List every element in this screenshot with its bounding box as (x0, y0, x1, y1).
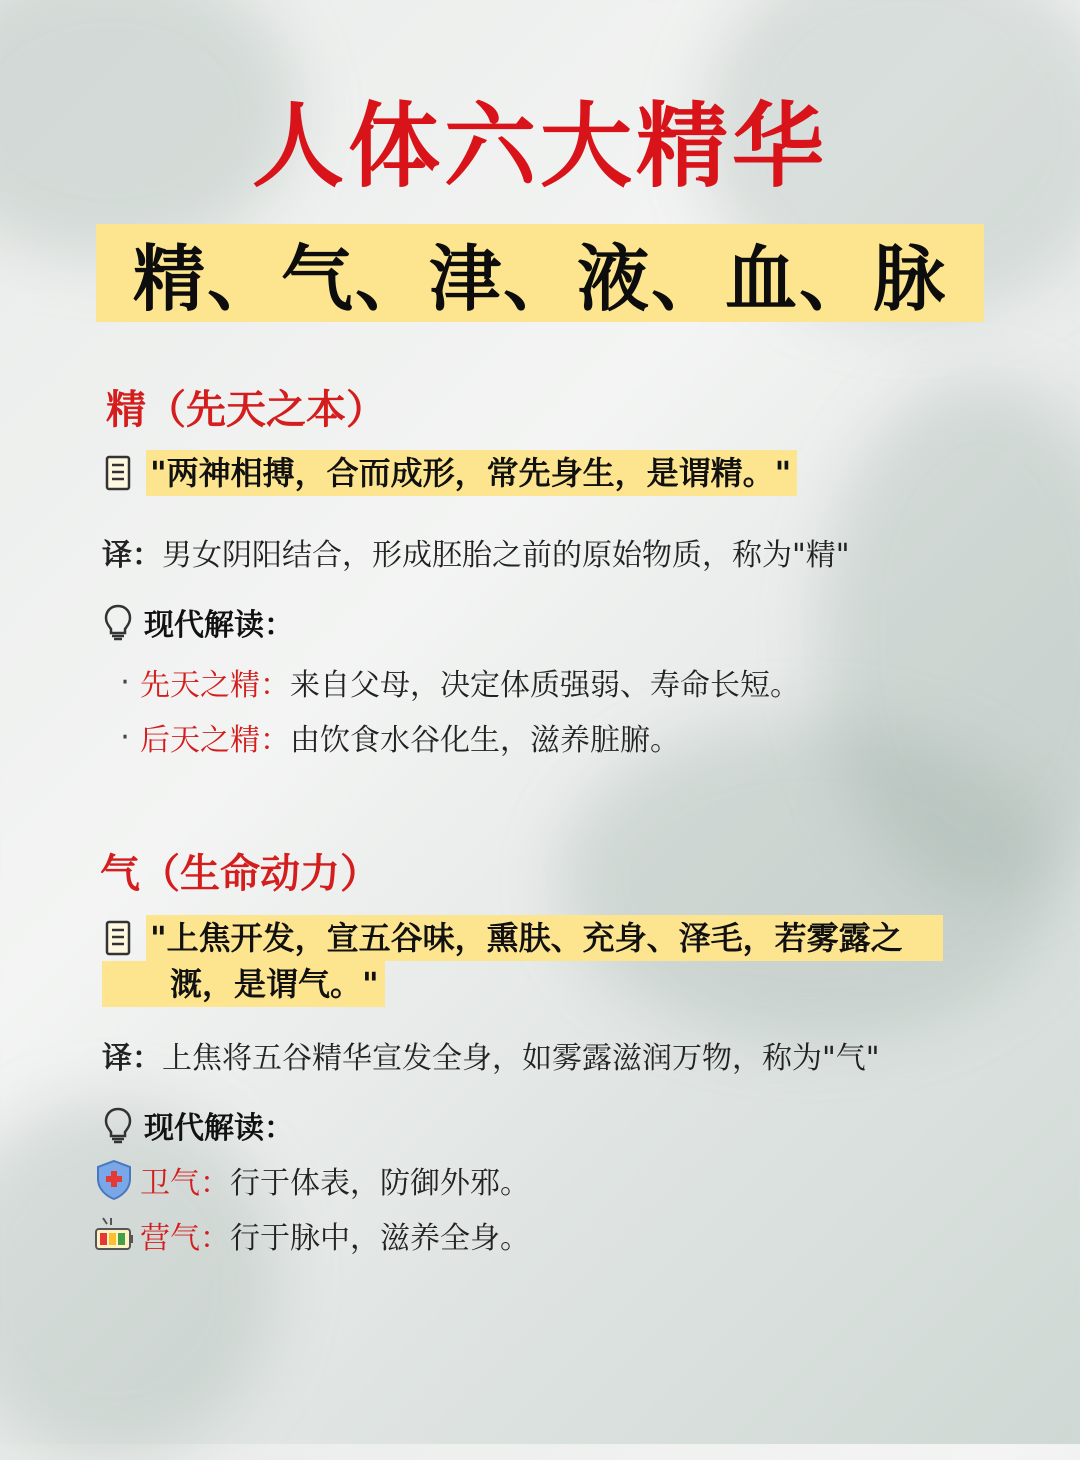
page-title: 人体六大精华 (251, 93, 828, 200)
quote-text-line-2: 溉，是谓气。" (102, 961, 385, 1007)
list-item (110, 660, 800, 704)
lightbulb-icon (100, 602, 136, 642)
translation-label: 译： (102, 1041, 162, 1076)
section-heading-jing: 精（先天之本） (106, 387, 386, 433)
translation-label: 译： (102, 538, 162, 573)
page-subtitle: 精、气、津、液、血、脉 (132, 237, 947, 321)
item-term: 先天之精： (140, 668, 290, 703)
list-item (110, 715, 680, 759)
quote-text-line-1: "上焦开发，宣五谷味，熏肤、充身、泽毛，若雾露之 (146, 915, 943, 961)
quote-jing (100, 450, 797, 496)
item-term: 卫气： (140, 1166, 230, 1201)
quote-qi (100, 915, 960, 1007)
list-item (92, 1158, 530, 1202)
shield-icon (92, 1158, 136, 1202)
item-text: 由饮食水谷化生，滋养脏腑。 (290, 723, 680, 758)
background-shadow (0, 1100, 280, 1460)
modern-label: 现代解读： (144, 608, 294, 643)
bullet-dot: · (120, 664, 130, 700)
translation-qi (102, 1033, 880, 1077)
translation-text: 上焦将五谷精华宣发全身，如雾露滋润万物，称为"气" (162, 1041, 880, 1076)
item-term: 后天之精： (140, 723, 290, 758)
modern-label: 现代解读： (144, 1111, 294, 1146)
modern-reading-qi (100, 1103, 294, 1147)
scroll-icon (100, 915, 140, 961)
item-term: 营气： (140, 1221, 230, 1256)
list-item (92, 1213, 530, 1257)
battery-icon (92, 1213, 136, 1257)
modern-reading-jing (100, 600, 294, 644)
scroll-icon (100, 450, 140, 496)
section-heading-qi: 气（生命动力） (100, 851, 380, 897)
translation-jing (102, 530, 850, 574)
item-text: 来自父母，决定体质强弱、寿命长短。 (290, 668, 800, 703)
bullet-dot: · (120, 719, 130, 755)
item-text: 行于脉中，滋养全身。 (230, 1221, 530, 1256)
lightbulb-icon (100, 1105, 136, 1145)
background-shadow (820, 380, 1080, 900)
item-text: 行于体表，防御外邪。 (230, 1166, 530, 1201)
quote-text: "两神相搏，合而成形，常先身生，是谓精。" (146, 450, 797, 496)
translation-text: 男女阴阳结合，形成胚胎之前的原始物质，称为"精" (162, 538, 850, 573)
subtitle-banner (96, 224, 984, 322)
